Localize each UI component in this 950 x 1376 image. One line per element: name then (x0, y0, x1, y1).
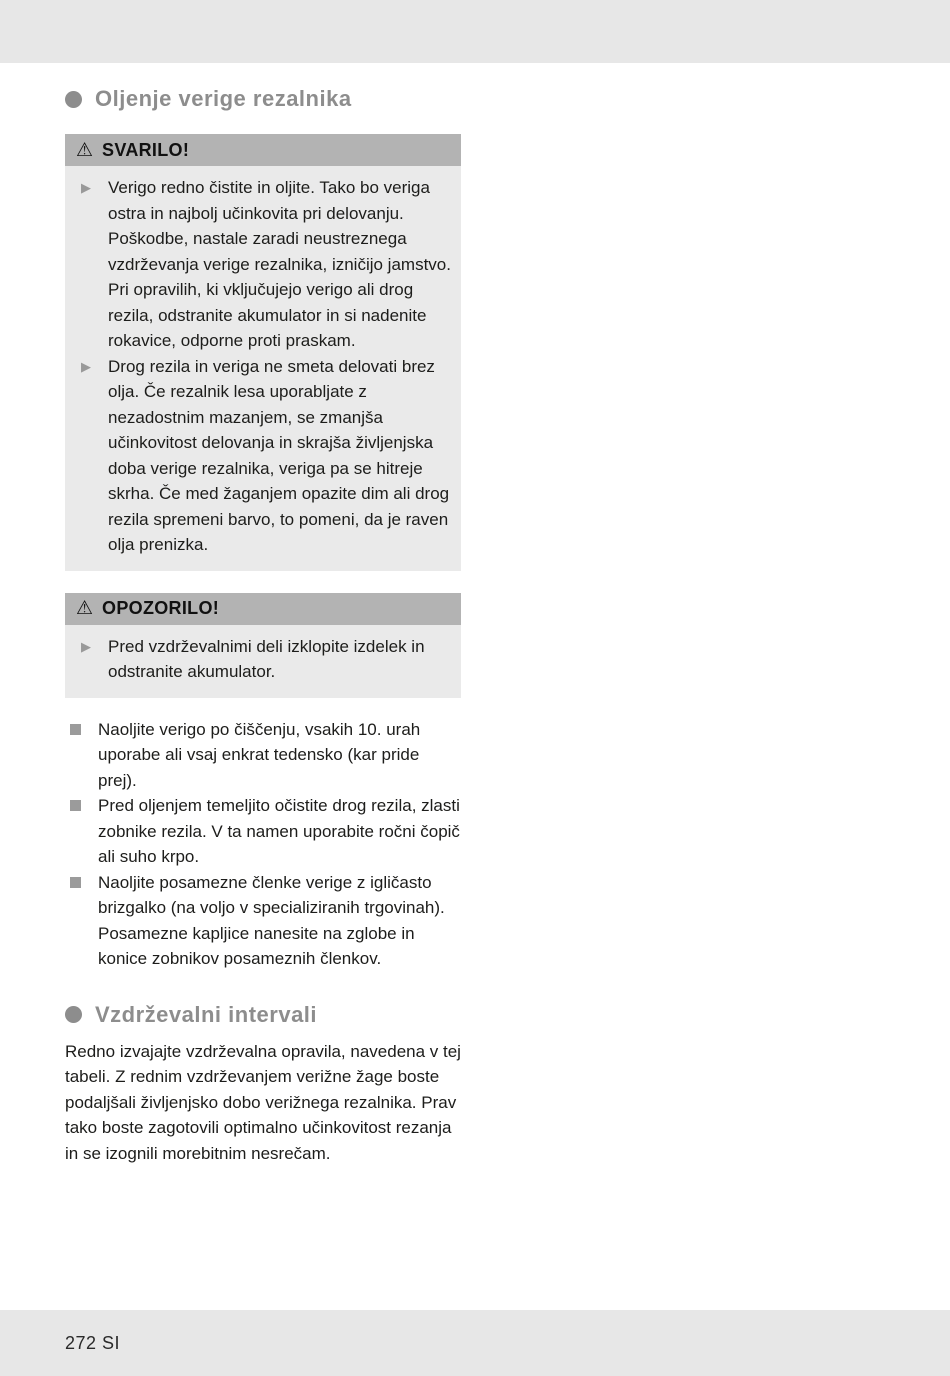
warning-header (65, 593, 461, 625)
page-number: 272 SI (65, 1332, 121, 1353)
warning-triangle-icon: ⚠ (76, 598, 94, 619)
square-bullet-icon (65, 793, 98, 870)
warning-item (65, 175, 459, 354)
arrow-bullet-icon: ▶ (81, 358, 91, 374)
warning-item (65, 634, 459, 685)
section-bullet-icon (65, 1006, 82, 1023)
warning-body (65, 166, 461, 571)
arrow-bullet-icon: ▶ (81, 180, 91, 195)
body-paragraph: Redno izvajajte vzdrževalna opravila, navedena v tej tabeli. Z rednim vzdrževanjem verižne žage boste podaljšali življenjsko dobo verižnega rezalnika. Prav tako boste zagotovili optimalno učinkovitost rezanja in se izognili morebitnim nesrečam. (65, 1041, 461, 1163)
list-item (65, 793, 461, 870)
section-heading-oiling (65, 86, 461, 112)
page-content-column (65, 86, 461, 1166)
warning-box-svarilo (65, 134, 461, 571)
square-bullet-icon (65, 870, 98, 972)
warning-title: SVARILO! (102, 139, 190, 160)
warning-item-text: Verigo redno čistite in oljite. Tako bo veriga ostra in najbolj učinkovita pri delovanju. Poškodbe, nastale zaradi neustreznega vzdrževanja verige rezalnika, izničijo jamstvo. Pri opravilih, ki vključujejo verigo ali drog rezila, odstranite akumulator in si nadenite rokavice, odporne proti praskam. (108, 178, 451, 350)
warning-item (65, 354, 459, 558)
warning-item-text: Drog rezila in veriga ne smeta delovati brez olja. Če rezalnik lesa uporabljate z nezadostnim mazanjem, se zmanjša učinkovitost delovanja in skrajša življenjska doba verige rezalnika, veriga pa se hitreje skrha. Če med žaganjem opazite dim ali drog rezila spremeni barvo, to pomeni, da je raven olja prenizka. (108, 356, 450, 554)
section-heading-text: Oljenje verige rezalnika (95, 86, 352, 111)
square-bullet-icon (65, 717, 98, 794)
page-footer-band (0, 1310, 950, 1376)
list-item (65, 717, 461, 794)
warning-header (65, 134, 461, 166)
warning-body (65, 625, 461, 698)
warning-triangle-icon: ⚠ (76, 139, 94, 161)
instruction-list (65, 717, 461, 972)
section-bullet-icon (65, 91, 82, 108)
warning-box-opozorilo (65, 593, 461, 698)
warning-item-text: Pred vzdrževalnimi deli izklopite izdelek in odstranite akumulator. (108, 636, 425, 681)
section-heading-intervals (65, 1002, 461, 1028)
list-item-text: Pred oljenjem temeljito očistite drog rezila, zlasti zobnike rezila. V ta namen uporabite ročni čopič ali suho krpo. (98, 796, 460, 866)
list-item-text: Naoljite posamezne členke verige z igličasto brizgalko (na voljo v specializiranih trgovinah). Posamezne kapljice nanesite na zglobe in konice zobnikov posameznih členkov. (98, 872, 445, 968)
warning-title: OPOZORILO! (102, 598, 220, 618)
arrow-bullet-icon: ▶ (81, 638, 91, 654)
section-heading-text: Vzdrževalni intervali (95, 1001, 318, 1027)
page-top-band (0, 0, 950, 63)
list-item-text: Naoljite verigo po čiščenju, vsakih 10. urah uporabe ali vsaj enkrat tedensko (kar pride prej). (98, 719, 421, 790)
list-item (65, 870, 461, 972)
